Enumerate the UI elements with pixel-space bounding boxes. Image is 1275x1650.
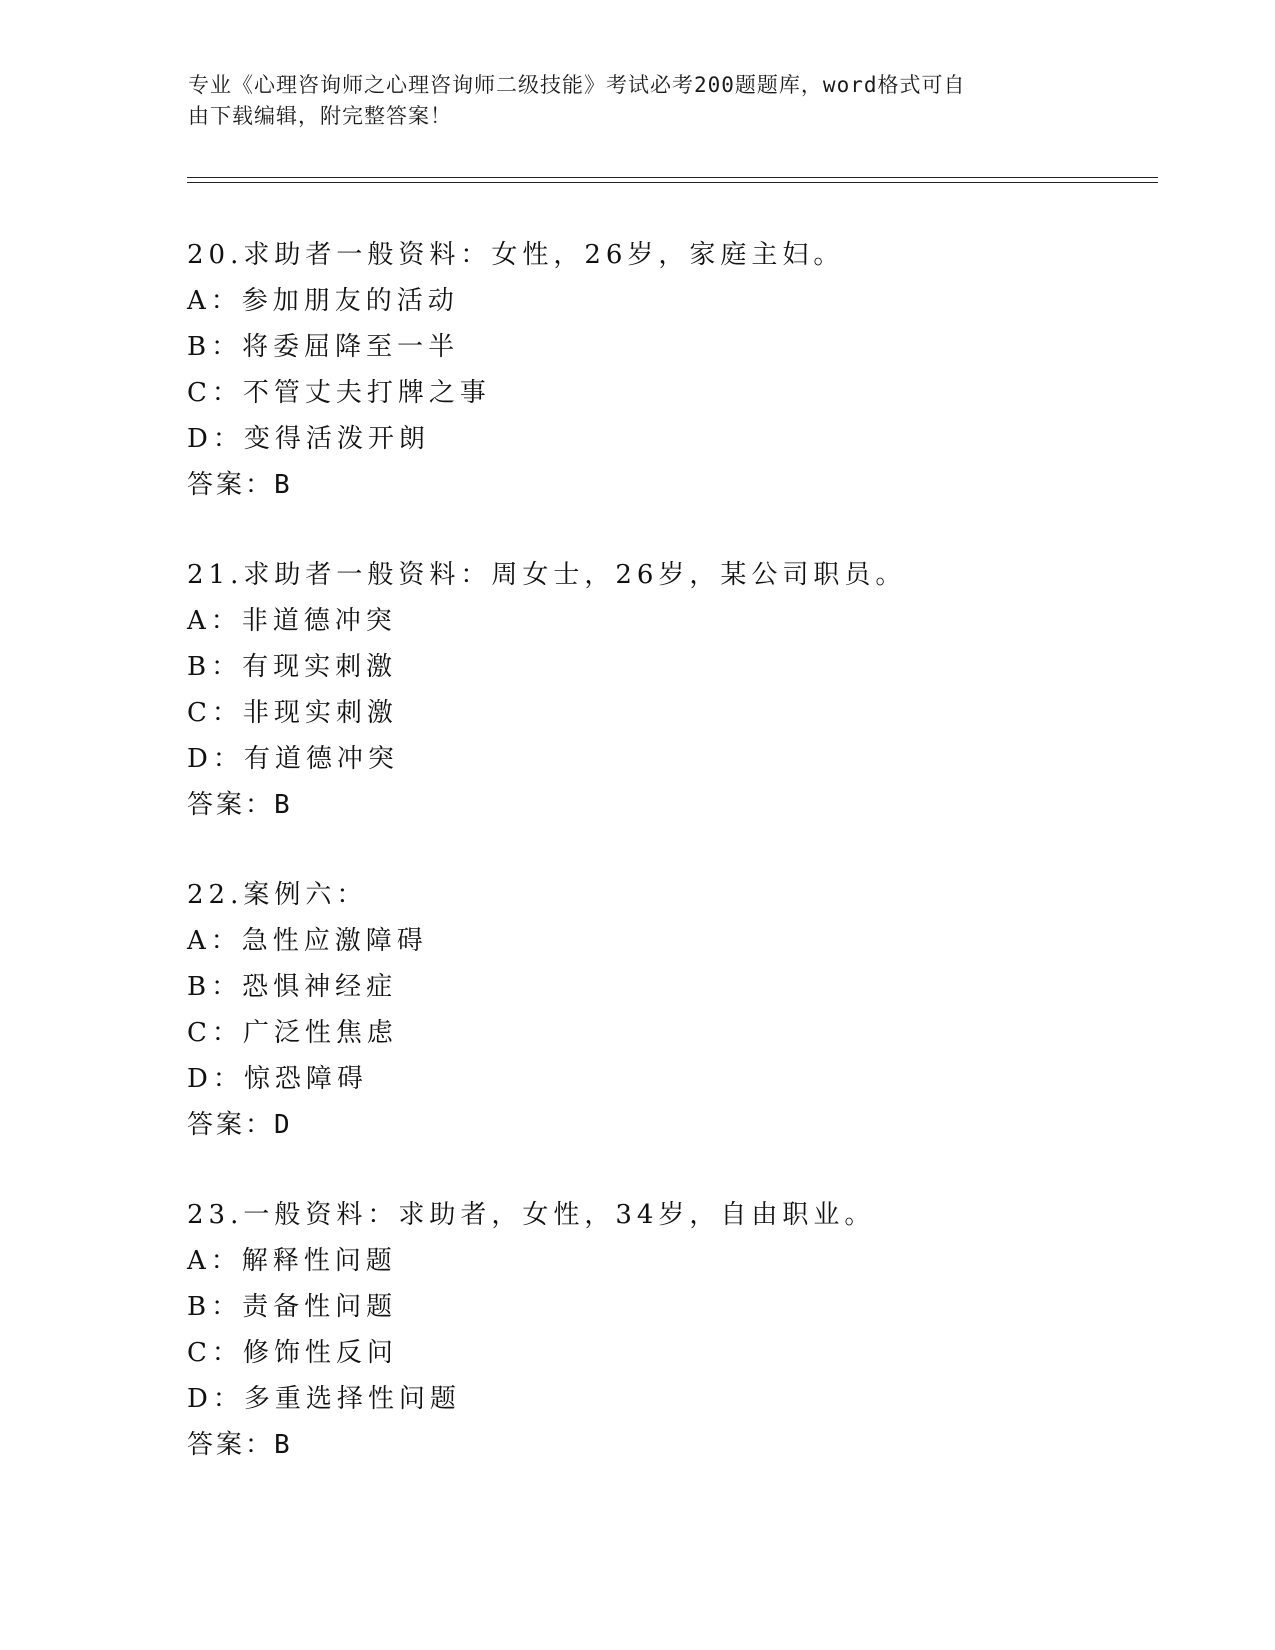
option-b: B：责备性问题 bbox=[187, 1292, 398, 1322]
option-d: D：变得活泼开朗 bbox=[187, 424, 430, 454]
option-c: C：广泛性焦虑 bbox=[187, 1018, 398, 1048]
header-intro-line-1: 专业《心理咨询师之心理咨询师二级技能》考试必考200题题库，word格式可自 bbox=[188, 73, 966, 97]
document-header bbox=[188, 70, 1068, 132]
question-stem: 20.求助者一般资料：女性，26岁，家庭主妇。 bbox=[187, 240, 845, 270]
option-a: A：参加朋友的活动 bbox=[187, 286, 459, 316]
option-b: B：恐惧神经症 bbox=[187, 972, 398, 1002]
option-a: A：解释性问题 bbox=[187, 1246, 397, 1276]
option-a: A：非道德冲突 bbox=[187, 606, 397, 636]
question-23 bbox=[187, 1192, 1147, 1512]
question-21 bbox=[187, 552, 1147, 872]
question-stem: 23.一般资料：求助者，女性，34岁，自由职业。 bbox=[187, 1200, 876, 1230]
option-d: D：多重选择性问题 bbox=[187, 1384, 461, 1414]
option-a: A：急性应激障碍 bbox=[187, 926, 428, 956]
question-stem: 22.案例六： bbox=[187, 880, 368, 910]
option-d: D：惊恐障碍 bbox=[187, 1064, 368, 1094]
option-d: D：有道德冲突 bbox=[187, 744, 399, 774]
answer: 答案：B bbox=[187, 470, 293, 500]
question-22 bbox=[187, 872, 1147, 1192]
option-c: C：不管丈夫打牌之事 bbox=[187, 378, 491, 408]
header-rule-bottom bbox=[187, 182, 1158, 183]
answer: 答案：B bbox=[187, 790, 293, 820]
answer: 答案：D bbox=[187, 1110, 293, 1140]
header-rule-top bbox=[187, 177, 1158, 178]
option-c: C：非现实刺激 bbox=[187, 698, 398, 728]
question-stem: 21.求助者一般资料：周女士，26岁，某公司职员。 bbox=[187, 560, 907, 590]
question-list bbox=[187, 232, 1147, 1512]
header-intro-line-2: 由下载编辑，附完整答案！ bbox=[188, 104, 452, 128]
answer: 答案：B bbox=[187, 1430, 293, 1460]
option-b: B：有现实刺激 bbox=[187, 652, 398, 682]
option-c: C：修饰性反问 bbox=[187, 1338, 398, 1368]
question-20 bbox=[187, 232, 1147, 552]
option-b: B：将委屈降至一半 bbox=[187, 332, 460, 362]
